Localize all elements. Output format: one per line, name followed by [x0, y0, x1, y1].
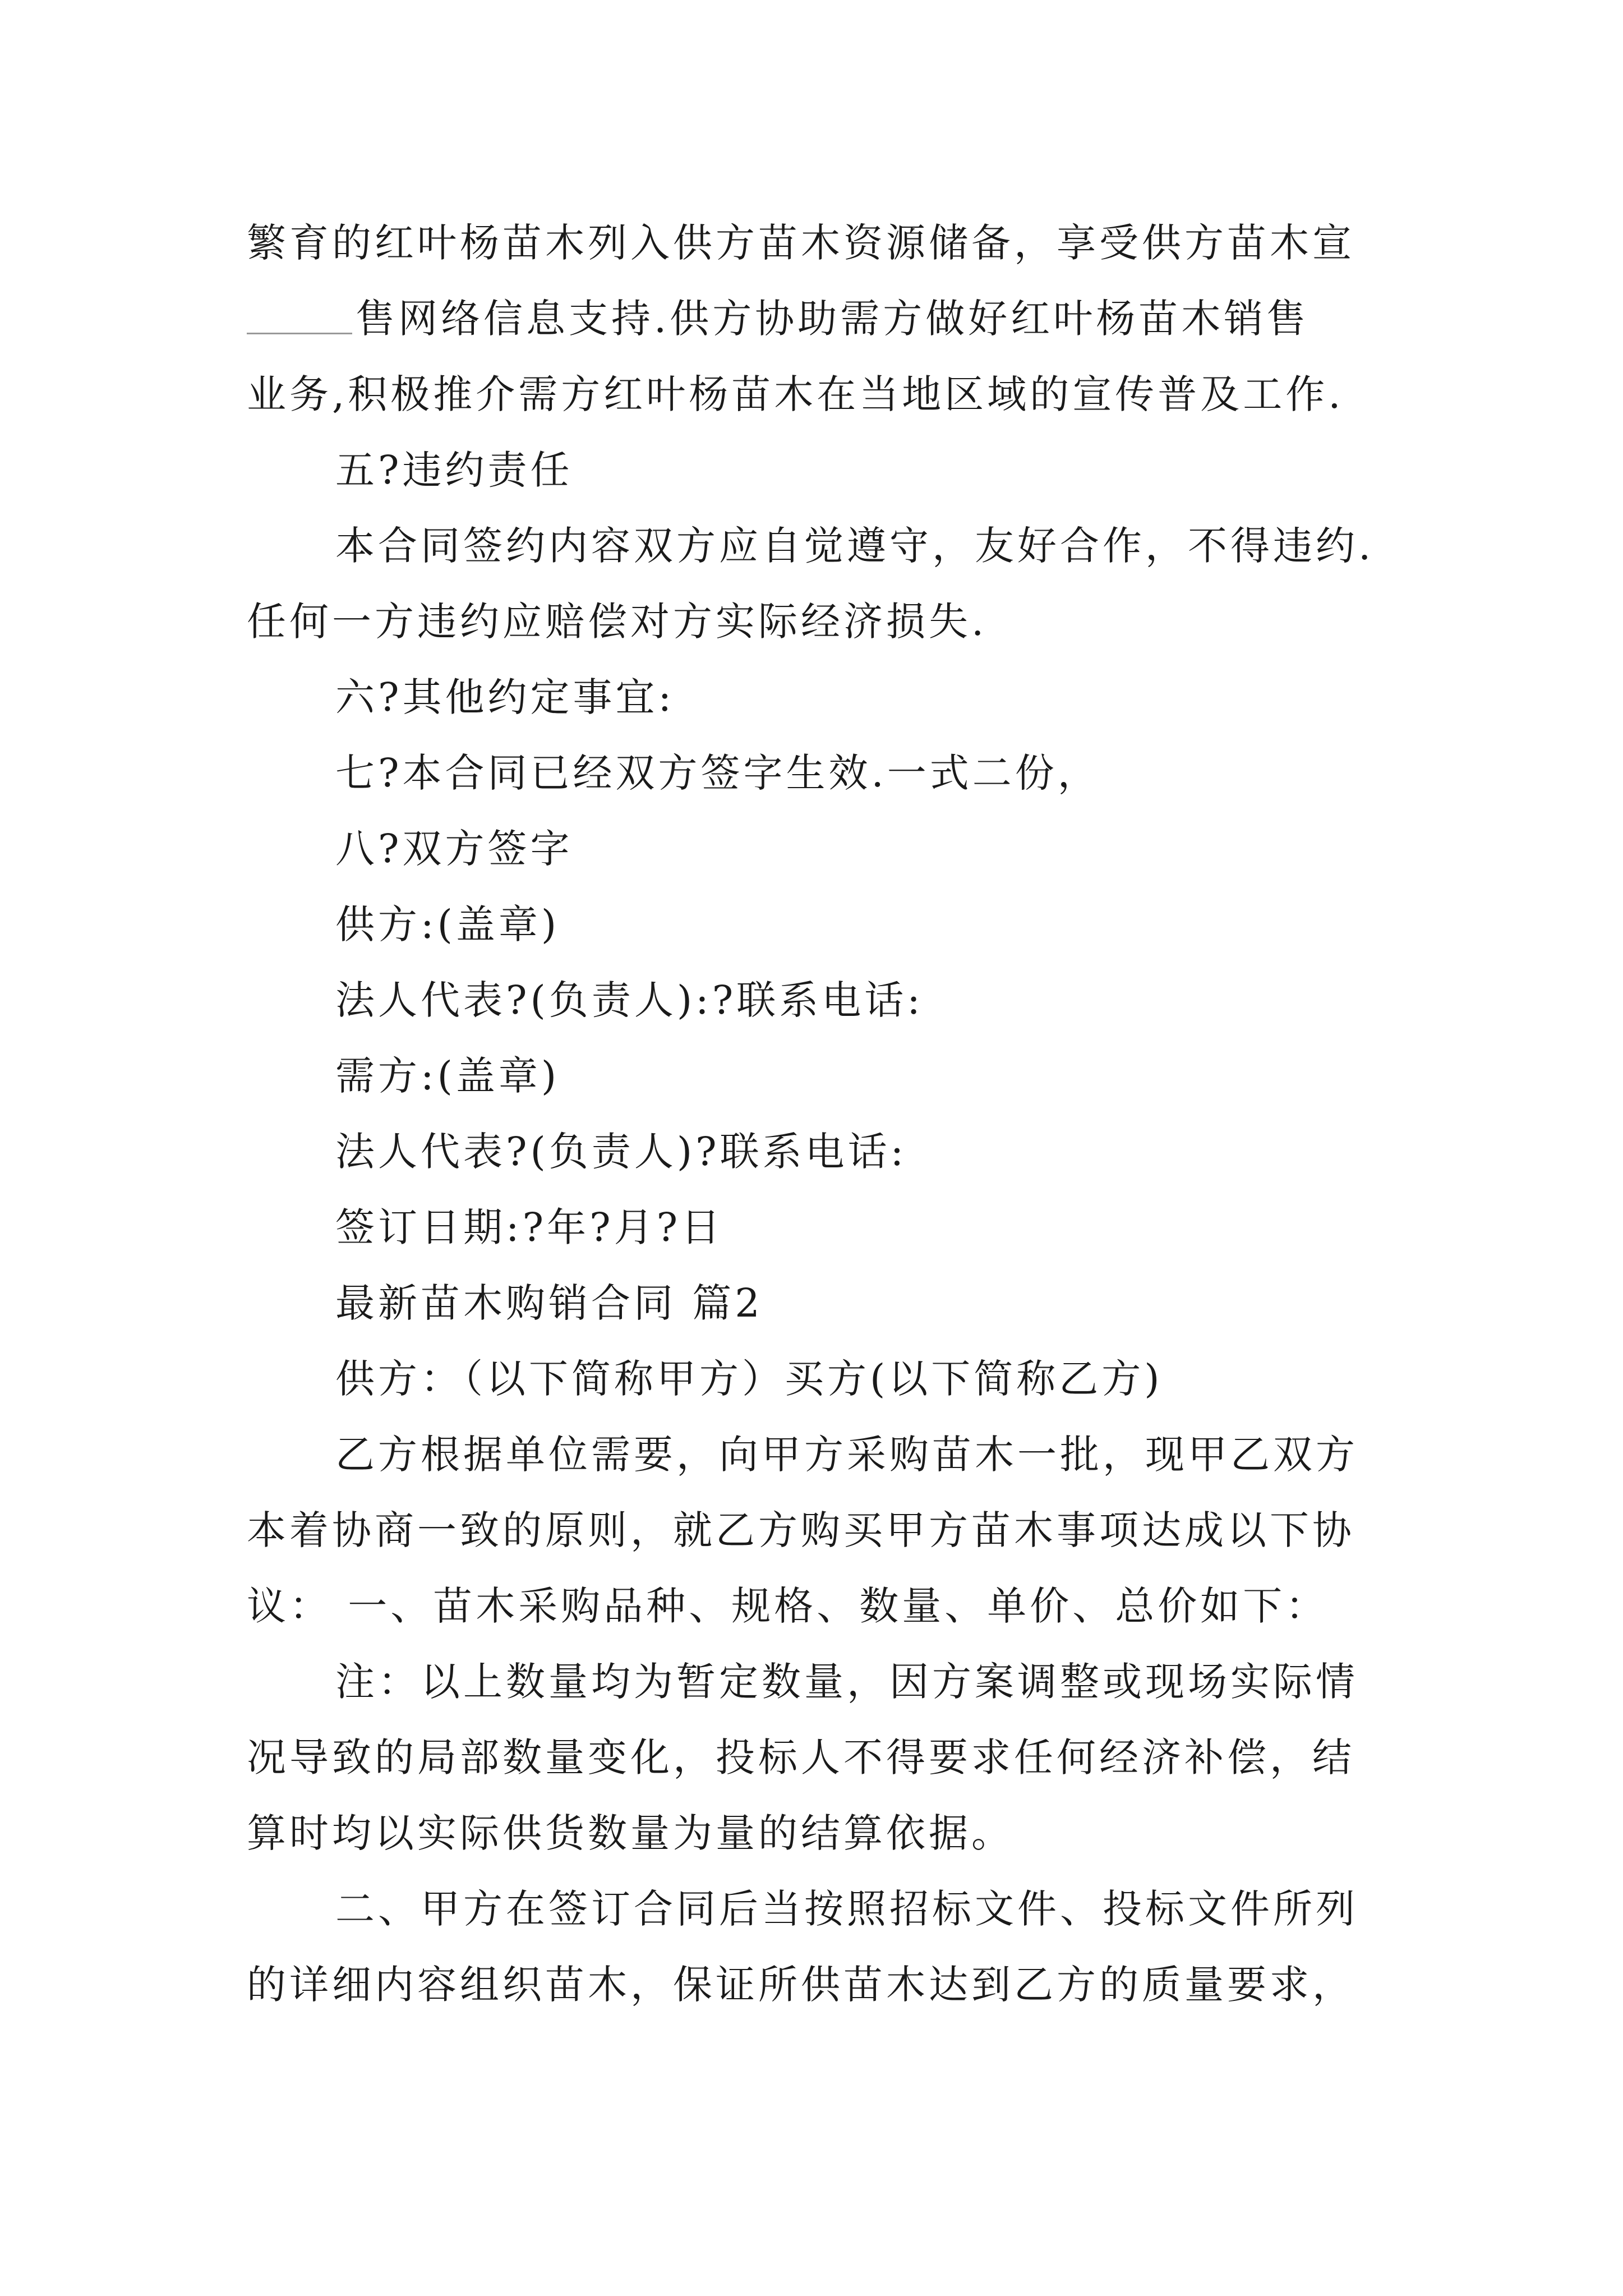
text-line: 算时均以实际供货数量为量的结算依据。 [247, 1810, 1014, 1856]
text-line: 繁育的红叶杨苗木列入供方苗木资源储备，享受供方苗木宣 [247, 220, 1355, 266]
text-line-with-blank [247, 293, 1309, 344]
text-line: 二、甲方在签订合同后当按照招标文件、投标文件所列 [335, 1886, 1358, 1932]
parties-line: 供方：（以下简称甲方）买方(以下简称乙方) [335, 1356, 1163, 1402]
signature-field: 法人代表?(负责人):?联系电话: [335, 977, 924, 1023]
date-field: 签订日期:?年?月?日 [335, 1204, 724, 1250]
text-line: 议： 一、苗木采购品种、规格、数量、单价、总价如下： [247, 1583, 1329, 1629]
section-heading: 七?本合同已经双方签字生效.一式二份， [335, 750, 1100, 796]
text-line: 注：以上数量均为暂定数量，因方案调整或现场实际情 [335, 1659, 1358, 1705]
text-line: 乙方根据单位需要，向甲方采购苗木一批，现甲乙双方 [335, 1432, 1358, 1478]
section-heading: 六?其他约定事宜: [335, 674, 675, 720]
signature-field: 需方:(盖章) [335, 1053, 560, 1099]
text-line: 的详细内容组织苗木，保证所供苗木达到乙方的质量要求， [247, 1962, 1355, 2008]
text-line: 本着协商一致的原则，就乙方购买甲方苗木事项达成以下协 [247, 1507, 1355, 1553]
fill-in-blank [247, 293, 352, 334]
text-line: 业务,积极推介需方红叶杨苗木在当地区域的宣传普及工作. [247, 371, 1344, 417]
text-line: 本合同签约内容双方应自觉遵守，友好合作，不得违约. [335, 523, 1375, 569]
document-title: 最新苗木购销合同 篇2 [335, 1280, 763, 1326]
section-heading: 五?违约责任 [335, 447, 573, 493]
text-line-content: 售网络信息支持.供方协助需方做好红叶杨苗木销售 [356, 296, 1310, 342]
section-heading: 八?双方签字 [335, 826, 573, 872]
signature-field: 供方:(盖章) [335, 901, 560, 947]
text-line: 任何一方违约应赔偿对方实际经济损失. [247, 599, 988, 645]
text-line: 况导致的局部数量变化，投标人不得要求任何经济补偿，结 [247, 1734, 1355, 1780]
signature-field: 法人代表?(负责人)?联系电话: [335, 1129, 907, 1175]
